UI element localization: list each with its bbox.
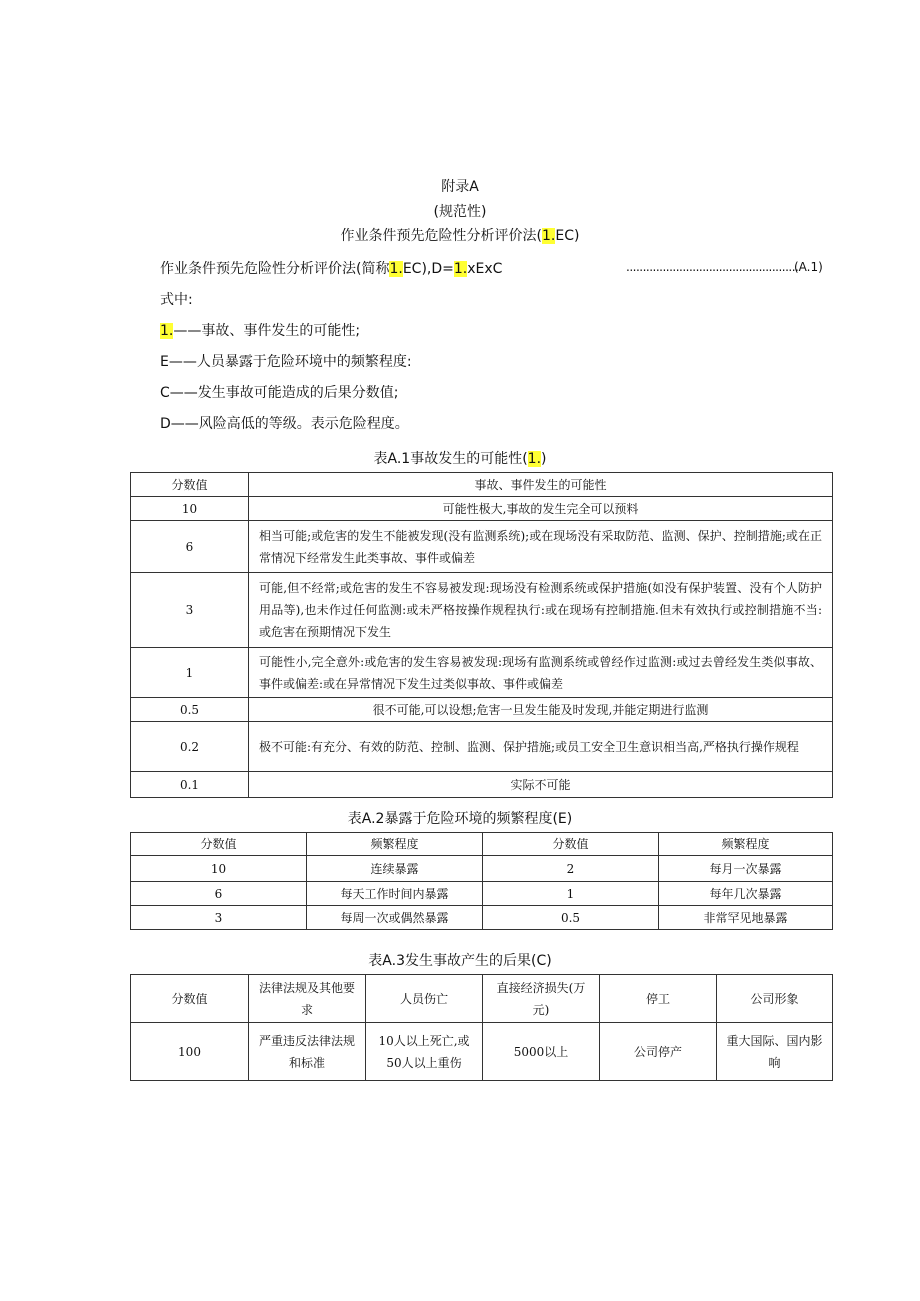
table-row	[131, 906, 833, 930]
table-header-cell: 直接经济损失(万元)	[483, 975, 600, 1023]
highlight: 1.	[160, 323, 174, 339]
table-row	[131, 648, 833, 698]
table-header-row	[131, 473, 833, 497]
description-cell: 可能性小,完全意外:或危害的发生容易被发现:现场有监测系统或曾经作过监测:或过去曾经发生类似事故、事件或偏差:或在异常情况下发生过类似事故、事件或偏差	[249, 648, 833, 698]
table-header-cell: 频繁程度	[659, 833, 833, 856]
score-cell: 6	[131, 521, 249, 573]
formula-leader-dots: ....................................................	[626, 260, 799, 274]
table-cell: 10人以上死亡,或50人以上重伤	[366, 1023, 483, 1081]
table-cell: 100	[131, 1023, 249, 1081]
highlight: 1.	[389, 261, 403, 277]
score-cell: 0.1	[131, 772, 249, 798]
table-header-row	[131, 833, 833, 856]
table-header-cell: 分数值	[131, 833, 307, 856]
description-cell: 很不可能,可以设想;危害一旦发生能及时发现,并能定期进行监测	[249, 698, 833, 722]
highlight: 1.	[542, 228, 556, 244]
appendix-title: 作业条件预先危险性分析评价法(1.EC)	[340, 228, 580, 244]
score-cell: 0.5	[131, 698, 249, 722]
formula-number: (A.1)	[794, 260, 823, 274]
table-header-row	[131, 975, 833, 1023]
appendix-label: 附录A	[441, 179, 479, 195]
description-cell: 极不可能:有充分、有效的防范、控制、监测、保护措施;或员工安全卫生意识相当高,严格执行操作规程	[249, 722, 833, 772]
table-header-cell: 公司形象	[717, 975, 833, 1023]
highlight: 1.	[527, 451, 542, 467]
definition-c: C——发生事故可能造成的后果分数值;	[160, 385, 399, 401]
table-cell: 每天工作时间内暴露	[307, 882, 483, 906]
consequence-table	[130, 974, 833, 1081]
formula-line: 作业条件预先危险性分析评价法(简称1.EC),D=1.xExC	[160, 261, 503, 277]
score-cell: 10	[131, 497, 249, 521]
table-cell: 每月一次暴露	[659, 856, 833, 882]
table-row	[131, 521, 833, 573]
definition-intro: 式中:	[160, 292, 193, 308]
exposure-table	[130, 832, 833, 930]
highlight: 1.	[453, 261, 468, 277]
table-row	[131, 882, 833, 906]
table-cell: 每年几次暴露	[659, 882, 833, 906]
table-row	[131, 772, 833, 798]
table-row	[131, 573, 833, 648]
definition-l: 1.——事故、事件发生的可能性;	[160, 323, 361, 339]
table1-title: 表A.1事故发生的可能性(1.)	[373, 451, 547, 467]
description-cell: 可能性极大,事故的发生完全可以预料	[249, 497, 833, 521]
table-row	[131, 1023, 833, 1081]
score-cell: 1	[131, 648, 249, 698]
table-row	[131, 698, 833, 722]
table-row	[131, 497, 833, 521]
table-cell: 5000以上	[483, 1023, 600, 1081]
table-header-cell: 人员伤亡	[366, 975, 483, 1023]
table2-title: 表A.2暴露于危险环境的频繁程度(E)	[347, 811, 573, 827]
table-row	[131, 722, 833, 772]
table-cell: 连续暴露	[307, 856, 483, 882]
definition-e: E——人员暴露于危险环境中的频繁程度:	[160, 354, 412, 370]
score-cell: 3	[131, 573, 249, 648]
table-cell: 10	[131, 856, 307, 882]
table-cell: 2	[483, 856, 659, 882]
table-cell: 重大国际、国内影响	[717, 1023, 833, 1081]
table-cell: 公司停产	[600, 1023, 717, 1081]
likelihood-table	[130, 472, 833, 798]
description-cell: 可能,但不经常;或危害的发生不容易被发现:现场没有检测系统或保护措施(如没有保护装置、没有个人防护用品等),也未作过任何监测:或未严格按操作规程执行:或在现场有控制措施.但未有效执行或控制措施不当:或危害在预期情况下发生	[249, 573, 833, 648]
normative-label: (规范性)	[433, 204, 487, 220]
table-cell: 0.5	[483, 906, 659, 930]
table-cell: 严重违反法律法规和标准	[249, 1023, 366, 1081]
table-cell: 1	[483, 882, 659, 906]
table-header-cell: 分数值	[483, 833, 659, 856]
table-cell: 3	[131, 906, 307, 930]
definition-d: D——风险高低的等级。表示危险程度。	[160, 416, 409, 432]
table-cell: 每周一次或偶然暴露	[307, 906, 483, 930]
description-cell: 实际不可能	[249, 772, 833, 798]
table-row	[131, 856, 833, 882]
table-cell: 非常罕见地暴露	[659, 906, 833, 930]
table-header-cell: 停工	[600, 975, 717, 1023]
table-header-cell: 法律法规及其他要求	[249, 975, 366, 1023]
table-header-cell: 分数值	[131, 473, 249, 497]
table-cell: 6	[131, 882, 307, 906]
table3-title: 表A.3发生事故产生的后果(C)	[368, 953, 552, 969]
table-header-cell: 分数值	[131, 975, 249, 1023]
table-header-cell: 频繁程度	[307, 833, 483, 856]
table-header-cell: 事故、事件发生的可能性	[249, 473, 833, 497]
score-cell: 0.2	[131, 722, 249, 772]
description-cell: 相当可能;或危害的发生不能被发现(没有监测系统);或在现场没有采取防范、监测、保护、控制措施;或在正常情况下经常发生此类事故、事件或偏差	[249, 521, 833, 573]
